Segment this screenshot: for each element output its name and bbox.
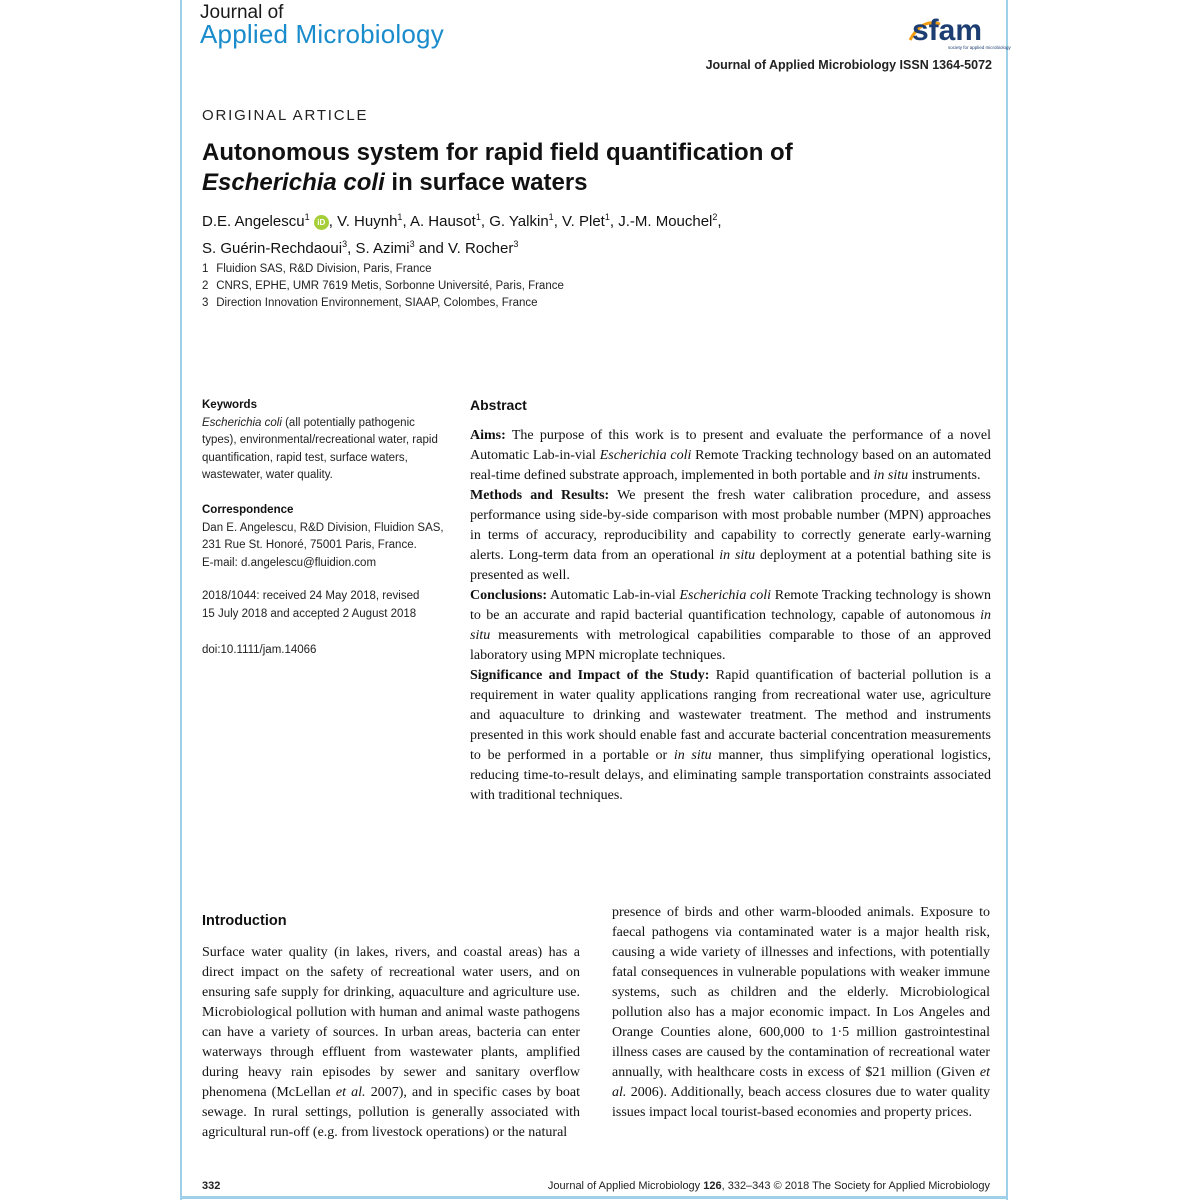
author [355, 240, 414, 257]
abstract-text: in situ [673, 748, 712, 763]
keywords-rest: (all potentially pathogenic types), environmental/recreational water, rapid quantification, rapid test, surface waters, wastewater, water quality. [202, 416, 438, 481]
affiliation [202, 261, 564, 278]
doi-block [202, 642, 452, 660]
abstract-text: measurements with metrological capabilities comparable to those of an approved laboratory using MPN microplate techniques. [470, 628, 991, 663]
abstract-heading: Abstract [470, 397, 527, 413]
abstract-text: The purpose of this work is to present and evaluate the performance of a novel Automatic Lab-in-vial [470, 428, 991, 463]
article-type: ORIGINAL ARTICLE [202, 107, 369, 124]
author-name[interactable]: D.E. Angelescu [202, 213, 305, 230]
affiliation-text: CNRS, EPHE, UMR 7619 Metis, Sorbonne Université, Paris, France [213, 280, 564, 292]
title-line-1: Autonomous system for rapid field quantification of [202, 139, 793, 166]
author-name[interactable]: S. Azimi [355, 240, 410, 257]
author-name[interactable]: V. Huynh [337, 213, 398, 230]
page-number-text: 332 [202, 1180, 221, 1192]
footer-pages: , 332–343 © 2018 The Society for Applied Microbiology [721, 1180, 990, 1192]
footer-journal: Journal of Applied Microbiology [547, 1180, 704, 1192]
author-affiliation-mark: 1 [604, 212, 610, 222]
abstract-section [470, 586, 991, 666]
abstract-section [470, 486, 991, 586]
journal-name-line1: Journal of [200, 2, 284, 23]
affiliation [202, 278, 564, 295]
title-species: Escherichia coli [202, 169, 385, 196]
abstract-text: in situ [719, 548, 756, 563]
affiliation-number: 2 [202, 280, 209, 292]
orcid-icon[interactable]: iD [314, 215, 329, 230]
abstract-section [470, 666, 991, 806]
author-affiliation-mark: 1 [475, 212, 481, 222]
abstract-text: Escherichia coli [599, 448, 692, 463]
abstract-section-label: Aims: [470, 428, 506, 443]
abstract-section-label: Methods and Results: [470, 488, 610, 503]
page-frame-bottom-rule [180, 1196, 1008, 1199]
affiliation-number: 1 [202, 263, 209, 275]
logo-text: sfam [912, 14, 983, 47]
intro-text: 2007), and in specific cases by boat sewage. In rural settings, pollution is generally associated with agricultural run-off (e.g. from livestock operations) or the natural [202, 1085, 580, 1140]
correspondence-email[interactable]: E-mail: d.angelescu@fluidion.com [202, 556, 377, 569]
author-affiliation-mark: 3 [409, 239, 415, 249]
affiliation [202, 295, 564, 312]
correspondence-line: 231 Rue St. Honoré, 75001 Paris, France. [202, 539, 417, 551]
intro-text: Surface water quality (in lakes, rivers, and coastal areas) has a direct impact on the safety of recreational water users, and on ensuring safe supply for drinking, aquaculture and agriculture use. Microbiological pollution with human and animal waste pathogens can have a variety of sources. In urban areas, bacteria can enter waterways through effluent from wastewater plants, amplified during heavy rain episodes by sewer and sanitary overflow phenomena (McLellan [202, 945, 580, 1100]
author-affiliation-mark: 1 [397, 212, 403, 222]
author [337, 213, 402, 230]
intro-text: presence of birds and other warm-blooded animals. Exposure to faecal pathogens via contaminated water is a major health risk, causing a wide variety of illnesses and infections, with potentially fatal consequences in vulnerable populations with weaker immune systems, such as children and the elderly. Microbiological pollution also has a major economic impact. In Los Angeles and Orange Counties alone, 600,000 to 1·5 million gastrointestinal illness cases are caused by the contamination of recreational water annually, with healthcare costs in excess of $21 million (Given [612, 905, 990, 1080]
article-title [202, 138, 793, 198]
doi-link[interactable]: doi:10.1111/jam.14066 [202, 644, 317, 656]
intro-text: 2006). Additionally, beach access closures due to water quality issues impact local tourist-based economies and property prices. [612, 1085, 990, 1120]
author [410, 213, 481, 230]
author [489, 213, 554, 230]
author [202, 240, 347, 257]
abstract-section [470, 426, 991, 486]
abstract-body [470, 426, 991, 806]
intro-text: et al. [335, 1085, 366, 1100]
keywords-heading: Keywords [202, 399, 257, 411]
author-name[interactable]: V. Plet [562, 213, 605, 230]
received-dates [202, 588, 452, 623]
author-affiliation-mark: 3 [513, 239, 519, 249]
abstract-text: instruments. [908, 468, 981, 483]
affiliations [202, 261, 564, 312]
abstract-text: in situ [873, 468, 909, 483]
author-affiliation-mark: 1 [304, 212, 310, 222]
author-affiliation-mark: 3 [342, 239, 348, 249]
abstract-text: Escherichia coli [679, 588, 772, 603]
author-name[interactable]: G. Yalkin [489, 213, 549, 230]
issn-line: Journal of Applied Microbiology ISSN 1364-5072 [705, 58, 992, 72]
abstract-text: We present the fresh water calibration procedure, and assess performance using side-by-side comparison with most probable number (MPN) approaches in terms of accuracy, reproducibility and capability to correctly generate early-warning alerts. Long-term data from an operational [470, 488, 991, 563]
abstract-text: Rapid quantification of bacterial pollution is a requirement in water quality applications ranging from recreational water use, agriculture and aquaculture to drinking and wastewater treatment. The method and instruments presented in this work should enable fast and accurate bacterial concentration measurements to be performed in a portable or [470, 668, 991, 763]
footer-volume: 126 [703, 1180, 722, 1192]
author [448, 240, 518, 257]
author-list: D.E. Angelescu$^1$ iD , V. Huynh$^1$, A. Hausot$^1$, G. Yalkin$^1$, V. Plet$^1$, J.-M. Mouchel$^2$, S. Guérin-Rechdaoui$^3$, S. Azimi$^3$ and V. Rocher$^3$ [202, 212, 722, 257]
title-line-2 [202, 168, 793, 198]
intro-column-left [202, 943, 580, 1143]
abstract-text: manner, thus simplifying operational logistics, reducing time-to-result delays, and eliminating sample transportation constraints associated with traditional techniques. [470, 748, 991, 803]
author [618, 213, 717, 230]
abstract-section-label: Significance and Impact of the Study: [470, 668, 710, 683]
abstract-section-label: Conclusions: [470, 588, 548, 603]
received-line: 2018/1044: received 24 May 2018, revised [202, 590, 420, 602]
journal-name-line2: Applied Microbiology [200, 19, 444, 49]
abstract-text: Automatic Lab-in-vial [547, 588, 680, 603]
footer-citation [548, 1180, 990, 1192]
intro-paragraph [612, 903, 990, 1123]
author-affiliation-mark: 1 [548, 212, 554, 222]
correspondence-line: Dan E. Angelescu, R&D Division, Fluidion SAS, [202, 521, 444, 534]
correspondence-heading: Correspondence [202, 504, 294, 516]
author [562, 213, 610, 230]
abstract-text: Remote Tracking technology based on an automated real-time defined substrate approach, implemented in both portable and [470, 448, 991, 483]
author-name[interactable]: A. Hausot [409, 213, 476, 230]
title-rest: in surface waters [384, 169, 588, 196]
affiliation-number: 3 [202, 297, 209, 309]
affiliation-text: Direction Innovation Environnement, SIAAP, Colombes, France [213, 297, 538, 309]
intro-text: et al. [612, 1065, 990, 1100]
received-line: 15 July 2018 and accepted 2 August 2018 [202, 607, 417, 620]
abstract-text: Remote Tracking technology is shown to be an accurate and rapid bacterial quantification technology, capable of autonomous [470, 588, 991, 623]
keywords-block [202, 397, 452, 485]
page-number [202, 1180, 220, 1192]
intro-paragraph [202, 943, 580, 1143]
author-affiliation-mark: 2 [712, 212, 718, 222]
affiliation-text: Fluidion SAS, R&D Division, Paris, France [213, 263, 432, 275]
sfam-logo [908, 10, 1011, 52]
logo-subtext: society for applied microbiology [948, 45, 1011, 50]
correspondence-block [202, 502, 452, 572]
author-name[interactable]: V. Rocher [448, 240, 514, 257]
keywords-species: Escherichia coli [202, 416, 282, 429]
author-name[interactable]: S. Guérin-Rechdaoui [202, 240, 343, 257]
abstract-text: deployment at a potential bathing site is presented as well. [470, 548, 992, 583]
intro-column-right [612, 903, 990, 1123]
introduction-heading: Introduction [202, 913, 287, 929]
author-name[interactable]: J.-M. Mouchel [618, 213, 713, 230]
author [202, 213, 329, 230]
keywords-text [202, 415, 452, 485]
abstract-text: in situ [470, 608, 991, 643]
